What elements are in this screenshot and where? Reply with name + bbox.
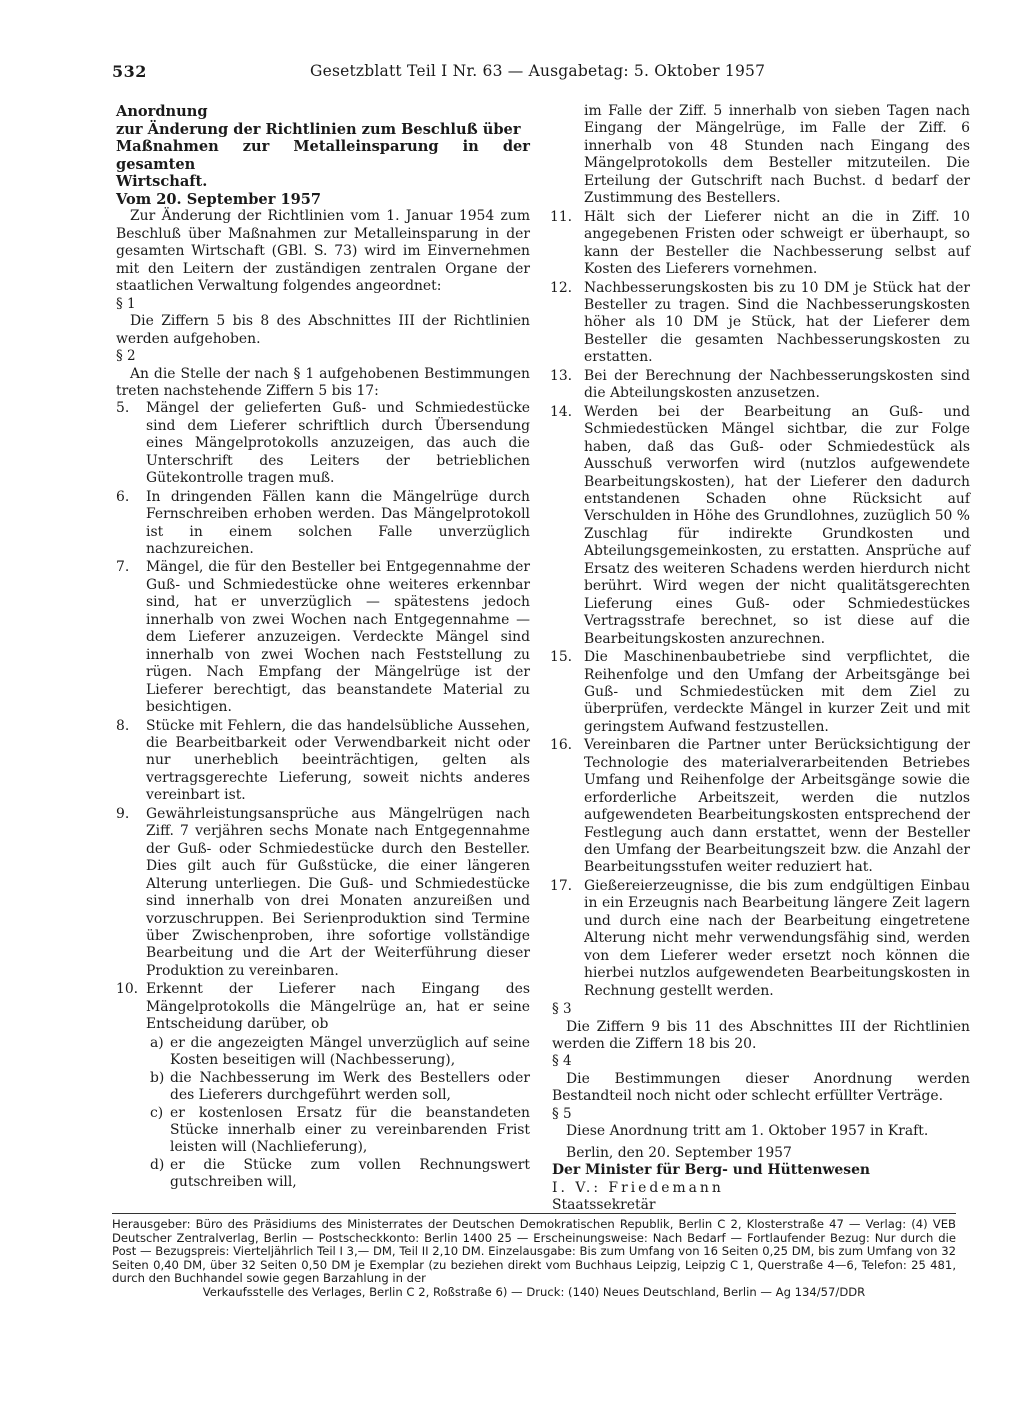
section-5-text: Diese Anordnung tritt am 1. Oktober 1957 in Kraft. xyxy=(566,1123,929,1140)
item-number: 7. xyxy=(116,559,130,576)
item-number: 15. xyxy=(550,649,573,666)
item-number: 16. xyxy=(550,737,573,754)
subitem-text: die Nachbesserung im Werk des Bestellers oder des Lieferers durchgeführt werden soll, xyxy=(170,1069,530,1104)
item-text: Mängel, die für den Besteller bei Entgegennahme der Guß- und Schmiedestücke ohne weiteres erkennbar sind, hat er unverzüglich — spätestens jedoch innerhalb von zwei Wochen nach Entgegennahme — dem Lieferer anzuzeigen. Verdeckte Mängel sind innerhalb von zwei Wochen nach Feststellung zu rügen. Nach Empfang der Mängelrüge ist der Lieferer berechtigt, das beanstandete Material zu besichtigen. xyxy=(146,559,530,716)
subitem-letter: b) xyxy=(150,1069,165,1086)
signature-place-date: Berlin, den 20. September 1957 xyxy=(566,1144,792,1161)
item-10-d xyxy=(116,1157,530,1192)
section-3-mark: § 3 xyxy=(552,1001,572,1018)
page-header xyxy=(112,62,914,86)
item-10-a xyxy=(116,1035,530,1070)
item-number: 9. xyxy=(116,805,130,822)
item-7 xyxy=(116,559,530,716)
item-14 xyxy=(552,404,970,648)
item-12 xyxy=(552,280,970,367)
item-10 xyxy=(116,981,530,1033)
item-15 xyxy=(552,649,970,736)
item-11 xyxy=(552,209,970,279)
item-16 xyxy=(552,737,970,877)
item-5 xyxy=(116,400,530,487)
signature-minister: Der Minister für Berg- und Hüttenwesen xyxy=(552,1162,871,1179)
item-10-b xyxy=(116,1070,530,1105)
item-text: Erkennt der Lieferer nach Eingang des Mängelprotokolls die Mängelrüge an, hat er seine Entscheidung darüber, ob xyxy=(146,981,530,1033)
item-text: In dringenden Fällen kann die Mängelrüge durch Fernschreiben erhoben werden. Das Mängelprotokoll ist in einem solchen Falle unverzüglich nachzureichen. xyxy=(146,488,530,558)
item-text: Gießereierzeugnisse, die bis zum endgültigen Einbau in ein Erzeugnis nach Bearbeitung längere Zeit lagern und durch eine nach der Bearbeitung eingetretene Alterung nicht mehr verwendungsfähig sind, werden von dem Lieferer weder ersetzt noch können die hierbei nutzlos aufgewendeten Bearbeitungskosten in Rechnung gestellt werden. xyxy=(584,877,970,999)
item-text: Bei der Berechnung der Nachbesserungskosten sind die Abteilungskosten anzusetzen. xyxy=(584,367,970,402)
section-4-text: Die Bestimmungen dieser Anordnung werden Bestandteil noch nicht oder schlecht erfüllter Verträge. xyxy=(552,1070,970,1105)
item-number: 8. xyxy=(116,717,130,734)
item-8 xyxy=(116,718,530,805)
right-column xyxy=(552,103,970,1215)
item-number: 17. xyxy=(550,877,573,894)
subitem-text: er kostenlosen Ersatz für die beanstandeten Stücke innerhalb einer zu vereinbarenden Frist leisten will (Nachlieferung), xyxy=(170,1104,530,1156)
section-1-mark: § 1 xyxy=(116,295,136,312)
item-text: Vereinbaren die Partner unter Berücksichtigung der Technologie des materialverarbeitenden Betriebes Umfang und Reihenfolge der Arbeitsgänge sowie die erforderliche Arbeitszeit, werden die nutzlos aufgewendeten Bearbeitungskosten entsprechend der Festlegung auch dann erstattet, wenn der Besteller den Umfang der Bearbeitungszeit bzw. die Anzahl der Bearbeitungsstufen weiter reduziert hat. xyxy=(584,737,970,876)
item-10-continuation xyxy=(552,103,970,208)
item-text: im Falle der Ziff. 5 innerhalb von sieben Tagen nach Eingang der Mängelrüge, im Falle der Ziff. 6 innerhalb von 48 Stunden nach Eingang des Mängelprotokolls dem Besteller mitzuteilen. Die Erteilung der Gutschrift nach Buchst. d bedarf der Zustimmung des Bestellers. xyxy=(584,103,970,207)
title-line-3: Maßnahmen zur Metalleinsparung in der gesamten xyxy=(116,138,530,173)
item-number: 13. xyxy=(550,367,573,384)
subitem-text: er die angezeigten Mängel unverzüglich auf seine Kosten beseitigen will (Nachbesserung), xyxy=(170,1034,530,1069)
item-17 xyxy=(552,878,970,1000)
item-13 xyxy=(552,368,970,403)
section-2-text: An die Stelle der nach § 1 aufgehobenen Bestimmungen treten nachstehende Ziffern 5 bis 17: xyxy=(116,365,530,399)
subitem-letter: c) xyxy=(150,1104,164,1121)
signature-block xyxy=(552,1145,970,1215)
item-text: Werden bei der Bearbeitung an Guß- und Schmiedestücken Mängel sichtbar, die zur Folge haben, daß das Guß- oder Schmiedestück als Ausschuß verworfen wird (nutzlos aufgewendete Bearbeitungskosten), hat der Lieferer den dadurch entstandenen Schaden ohne Rücksicht auf Verschulden in Höhe des Grundlohnes, zuzüglich 50 % Zuschlag für indirekte Grundkosten und Abteilungsgemeinkosten, zu erstatten. Ansprüche auf Ersatz des weiteren Schadens werden hierdurch nicht berührt. Wird wegen der nicht qualitätsgerechten Lieferung eines Guß- oder Schmiedestückes Vertragsstrafe berechnet, so ist diese auf die Bearbeitungskosten anzurechnen. xyxy=(584,403,970,647)
item-text: Gewährleistungsansprüche aus Mängelrügen nach Ziff. 7 verjähren sechs Monate nach Entgegennahme der Guß- oder Schmiedestücke durch den Besteller. Dies gilt auch für Gußstücke, die einer längeren Alterung unterliegen. Die Guß- und Schmiedestücke sind innerhalb von drei Monaten anzureißen und vorzuschruppen. Bei Serienproduktion sind Termine über Zwischenproben, ihre sofortige vollständige Bearbeitung und die Art der Weiterführung dieser Produktion zu vereinbaren. xyxy=(146,805,530,979)
running-head: Gesetzblatt Teil I Nr. 63 — Ausgabetag: 5. Oktober 1957 xyxy=(310,62,766,80)
section-3-text: Die Ziffern 9 bis 11 des Abschnittes III der Richtlinien werden die Ziffern 18 bis 20. xyxy=(552,1018,970,1053)
item-number: 14. xyxy=(550,403,573,420)
title-date: Vom 20. September 1957 xyxy=(116,190,322,208)
title-line-1: Anordnung xyxy=(116,103,208,120)
section-4-mark: § 4 xyxy=(552,1053,572,1070)
item-text: Mängel der gelieferten Guß- und Schmiedestücke sind dem Lieferer schriftlich durch Übersendung eines Mängelprotokolls anzuzeigen, das auch die Unterschrift des Leiters der betrieblichen Gütekontrolle tragen muß. xyxy=(146,400,530,487)
item-9 xyxy=(116,806,530,981)
section-5-mark: § 5 xyxy=(552,1105,572,1122)
section-1-text: Die Ziffern 5 bis 8 des Abschnittes III der Richtlinien werden aufgehoben. xyxy=(116,313,530,347)
publisher-footer xyxy=(112,1213,956,1300)
item-number: 12. xyxy=(550,279,573,296)
item-text: Stücke mit Fehlern, die das handelsübliche Aussehen, die Bearbeitbarkeit oder Verwendbarkeit nicht oder nur unerheblich beeinträchtigen, gelten als vertragsgerechte Lieferung, soweit nichts anderes vereinbart ist. xyxy=(146,717,530,804)
item-text: Die Maschinenbaubetriebe sind verpflichtet, die Reihenfolge und den Umfang der Arbeitsgänge bei Guß- und Schmiedestücken mit dem Ziel zu überprüfen, verdeckte Mängel in kurzer Zeit und mit geringstem Aufwand festzustellen. xyxy=(584,649,970,735)
item-number: 6. xyxy=(116,488,130,505)
intro-paragraph: Zur Änderung der Richtlinien vom 1. Januar 1954 zum Beschluß über Maßnahmen zur Metalleinsparung in der gesamten Wirtschaft (GBl. S. 73) wird im Einvernehmen mit den Leitern der zuständigen zentralen Organe der staatlichen Verwaltung folgendes angeordnet: xyxy=(116,208,530,295)
subitem-letter: d) xyxy=(150,1156,165,1173)
item-number: 5. xyxy=(116,400,130,417)
item-number: 11. xyxy=(550,208,573,225)
footer-text: Herausgeber: Büro des Präsidiums des Ministerrates der Deutschen Demokratischen Republik, Berlin C 2, Klosterstraße 47 — Verlag: (4) VEB Deutscher Zentralverlag, Berlin — Postscheckkonto: Berlin 1400 25 — Erscheinungsweise: Nach Bedarf — Fortlaufender Bezug: Nur durch die Post — Bezugspreis: Vierteljährlich Teil I 3,— DM, Teil II 2,10 DM. Einzelausgabe: Bis zum Umfang von 16 Seiten 0,25 DM, bis zum Umfang von 32 Seiten 0,40 DM, über 32 Seiten 0,50 DM je Exemplar (zu beziehen direkt vom Buchhaus Leipzig, Leipzig C 1, Querstraße 4—6, Telefon: 25 481, durch den Buchhandel sowie gegen Barzahlung in der xyxy=(112,1217,956,1286)
signature-role: Staatssekretär xyxy=(552,1197,656,1214)
section-2-mark: § 2 xyxy=(116,348,136,365)
footer-text-last-line: Verkaufsstelle des Verlages, Berlin C 2, Roßstraße 6) — Druck: (140) Neues Deutschland, Berlin — Ag 134/57/DDR xyxy=(202,1284,866,1299)
subitem-letter: a) xyxy=(150,1034,164,1051)
item-10-c xyxy=(116,1105,530,1157)
left-column xyxy=(116,103,530,1192)
item-number: 10. xyxy=(116,981,139,998)
title-line-2: zur Änderung der Richtlinien zum Beschluß über xyxy=(116,120,521,138)
item-text: Nachbesserungskosten bis zu 10 DM je Stück hat der Besteller zu tragen. Sind die Nachbesserungskosten höher als 10 DM je Stück, hat der Lieferer dem Besteller die gesamten Nachbesserungskosten zu erstatten. xyxy=(584,279,970,366)
item-6 xyxy=(116,489,530,559)
signature-deputy: I. V.: Friedemann xyxy=(552,1179,724,1196)
item-text: Hält sich der Lieferer nicht an die in Ziff. 10 angegebenen Fristen oder schweigt er überhaupt, so kann der Besteller die Nachbesserung selbst auf Kosten des Lieferers vornehmen. xyxy=(584,208,970,278)
title-line-4: Wirtschaft. xyxy=(116,173,208,191)
subitem-text: er die Stücke zum vollen Rechnungswert gutschreiben will, xyxy=(170,1156,530,1191)
page-number: 532 xyxy=(112,62,147,81)
